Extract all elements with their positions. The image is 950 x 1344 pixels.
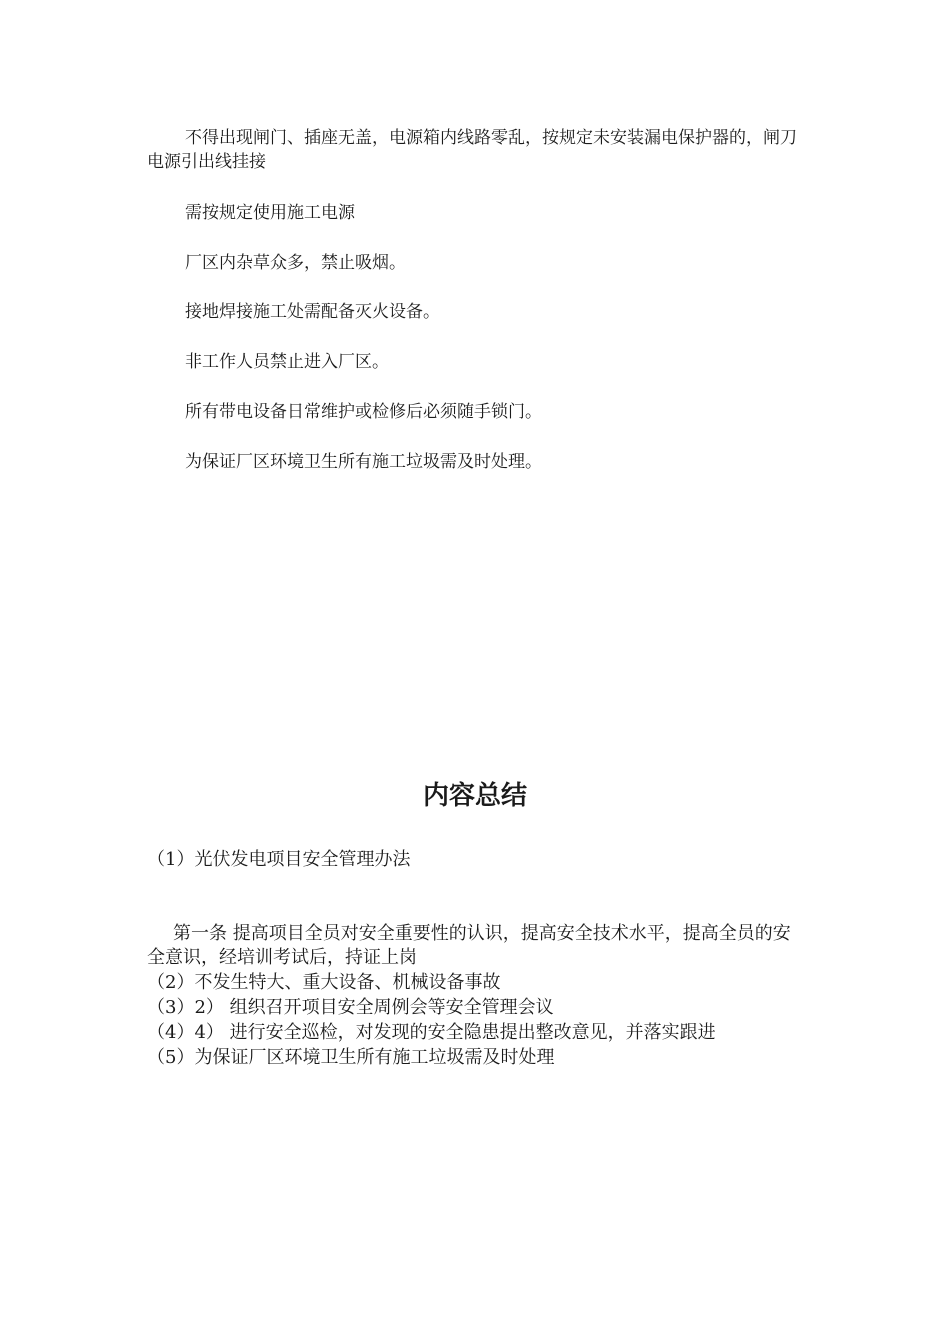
paragraph-waste-disposal: 为保证厂区环境卫生所有施工垃圾需及时处理。 — [185, 452, 542, 472]
paragraph-no-entry: 非工作人员禁止进入厂区。 — [185, 352, 389, 372]
paragraph-power-box-rules: 不得出现闸门、插座无盖，电源箱内线路零乱，按规定未安装漏电保护器的，闸刀电源引出线挂接 — [147, 128, 797, 172]
summary-item-1: （1）光伏发电项目安全管理办法 — [147, 849, 411, 870]
summary-article-1: 第一条 提高项目全员对安全重要性的认识，提高安全技术水平，提高全员的安全意识，经培训考试后，持证上岗 — [147, 923, 791, 968]
summary-title: 内容总结 — [422, 781, 527, 811]
summary-item-3: （3）2） 组织召开项目安全周例会等安全管理会议 — [147, 997, 554, 1018]
paragraph-lock-door: 所有带电设备日常维护或检修后必须随手锁门。 — [185, 402, 542, 422]
summary-item-4: （4）4） 进行安全巡检，对发现的安全隐患提出整改意见，并落实跟进 — [147, 1022, 716, 1043]
summary-item-5: （5）为保证厂区环境卫生所有施工垃圾需及时处理 — [147, 1047, 555, 1068]
paragraph-no-smoking: 厂区内杂草众多，禁止吸烟。 — [185, 253, 406, 273]
paragraph-construction-power: 需按规定使用施工电源 — [185, 203, 355, 223]
paragraph-fire-equipment: 接地焊接施工处需配备灭火设备。 — [185, 302, 440, 322]
summary-item-2: （2）不发生特大、重大设备、机械设备事故 — [147, 972, 501, 993]
